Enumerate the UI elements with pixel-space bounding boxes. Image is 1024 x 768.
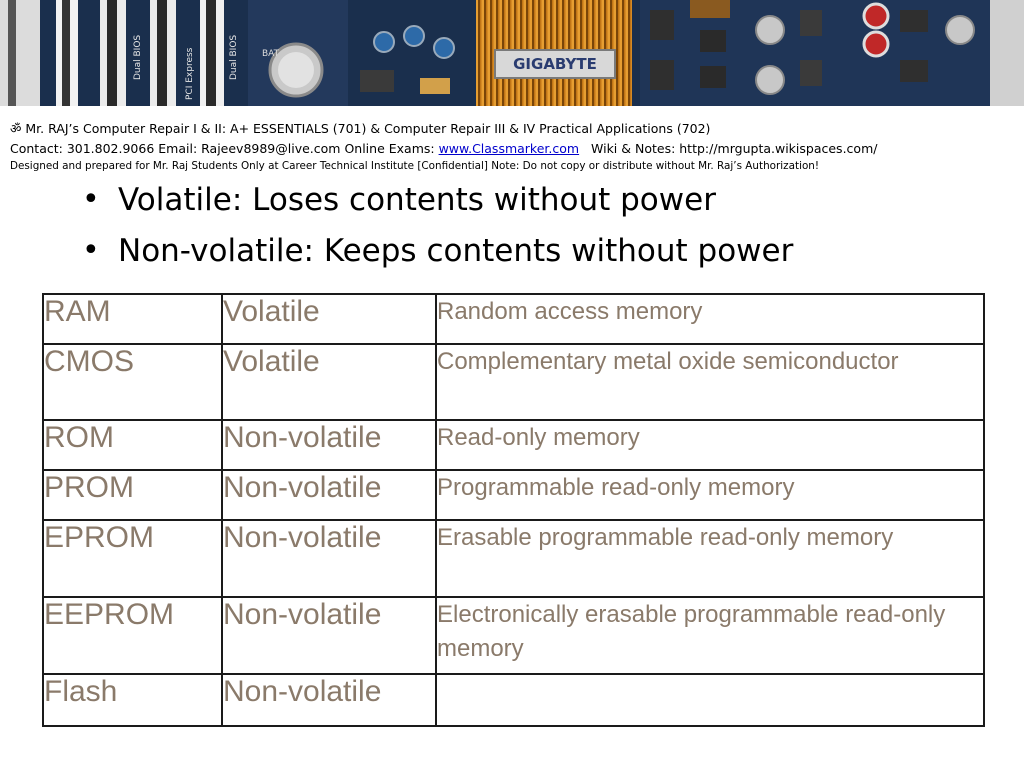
description-cell: Erasable programmable read-only memory <box>436 520 984 597</box>
volatility-cell: Non-volatile <box>222 420 436 470</box>
contact-line <box>10 139 1020 159</box>
description-cell: Electronically erasable programmable read-only memory <box>436 597 984 674</box>
bullet-item <box>82 176 793 227</box>
memory-type-cell: CMOS <box>43 344 222 420</box>
description-cell <box>436 674 984 726</box>
table-row <box>43 294 984 344</box>
motherboard-banner <box>0 0 1024 106</box>
bios-label-2: Dual BIOS <box>229 34 239 80</box>
bullet-item <box>82 227 793 278</box>
memory-type-cell: ROM <box>43 420 222 470</box>
memory-types-table <box>42 293 985 727</box>
battery-label: BAT <box>262 49 280 59</box>
definition-bullets <box>82 176 793 278</box>
description-cell: Random access memory <box>436 294 984 344</box>
description-cell: Programmable read-only memory <box>436 470 984 520</box>
volatility-cell: Volatile <box>222 294 436 344</box>
motherboard-image <box>0 0 1024 106</box>
wiki-text: Wiki & Notes: http://mrgupta.wikispaces.com/ <box>579 141 878 156</box>
volatility-cell: Non-volatile <box>222 597 436 674</box>
contact-text: Contact: 301.802.9066 Email: Rajeev8989@live.com Online Exams: <box>10 141 439 156</box>
volatility-cell: Non-volatile <box>222 674 436 726</box>
volatility-cell: Volatile <box>222 344 436 420</box>
course-title-line: ॐ Mr. RAJ’s Computer Repair I & II: A+ ESSENTIALS (701) & Computer Repair III & IV Practical Applications (702) <box>10 121 711 136</box>
bios-label-1: Dual BIOS <box>133 34 143 80</box>
description-cell: Complementary metal oxide semiconductor <box>436 344 984 420</box>
memory-type-cell: PROM <box>43 470 222 520</box>
bullet-dot-icon: • <box>82 182 100 217</box>
memory-type-cell: EPROM <box>43 520 222 597</box>
classmarker-link[interactable]: www.Classmarker.com <box>438 141 580 156</box>
table-row <box>43 597 984 674</box>
table-row <box>43 420 984 470</box>
memory-type-cell: RAM <box>43 294 222 344</box>
table-row <box>43 470 984 520</box>
description-cell: Read-only memory <box>436 420 984 470</box>
memory-type-cell: Flash <box>43 674 222 726</box>
table-row <box>43 520 984 597</box>
table-row <box>43 674 984 726</box>
brand-logo-text: GIGABYTE <box>513 55 597 73</box>
slot-label: PCI Express <box>185 47 195 100</box>
volatility-cell: Non-volatile <box>222 520 436 597</box>
volatility-cell: Non-volatile <box>222 470 436 520</box>
bullet-text: Non-volatile: Keeps contents without power <box>118 233 794 269</box>
bullet-dot-icon: • <box>82 233 100 268</box>
memory-type-cell: EEPROM <box>43 597 222 674</box>
course-header <box>10 119 1020 174</box>
table-row <box>43 344 984 420</box>
disclaimer-line: Designed and prepared for Mr. Raj Students Only at Career Technical Institute [Confidential] Note: Do not copy or distribute without Mr. Raj’s Authorization! <box>10 160 820 172</box>
bullet-text: Volatile: Loses contents without power <box>118 182 716 218</box>
